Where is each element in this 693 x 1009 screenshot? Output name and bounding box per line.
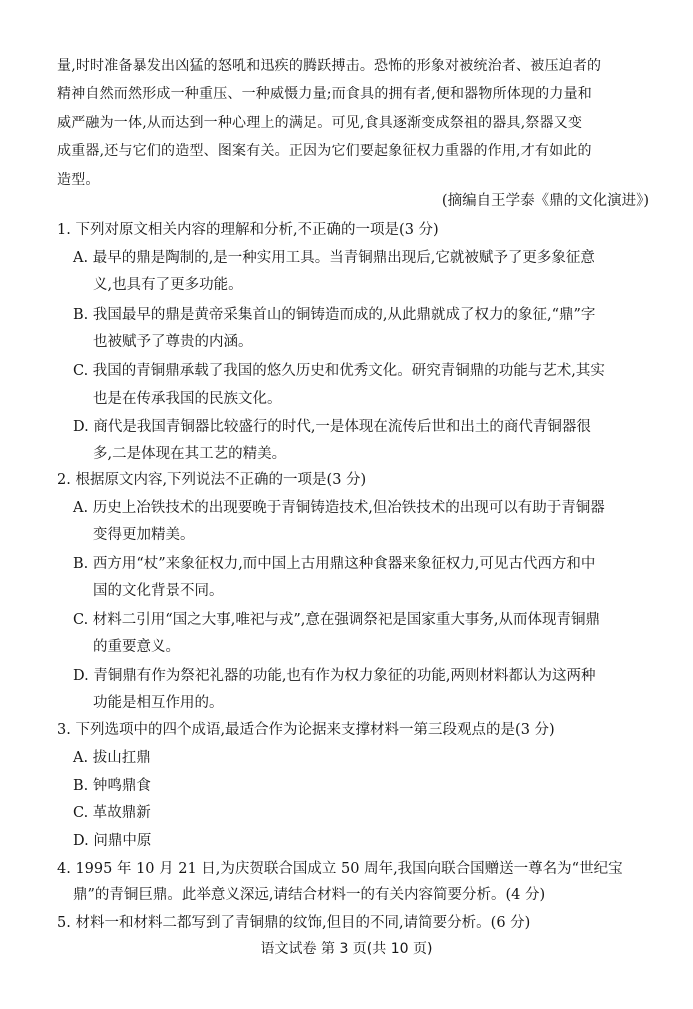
question-5-stem: 5. 材料一和材料二都写到了青铜鼎的纹饰,但目的不同,请简要分析。(6 分) <box>57 915 531 931</box>
question-2-option-c-cont: 的重要意义。 <box>93 639 180 655</box>
question-2-option-d-cont: 功能是相互作用的。 <box>93 695 224 711</box>
question-1-option-d: D. 商代是我国青铜器比较盛行的时代,一是体现在流传后世和出土的商代青铜器很 <box>73 419 591 435</box>
question-3-option-a: A. 拔山扛鼎 <box>73 750 151 766</box>
question-3-stem: 3. 下列选项中的四个成语,最适合作为论据来支撑材料一第三段观点的是(3 分) <box>57 722 555 738</box>
question-1-option-d-cont: 多,二是体现在其工艺的精美。 <box>93 446 287 462</box>
question-2-option-a-cont: 变得更加精美。 <box>93 527 195 543</box>
question-2-option-b-cont: 国的文化背景不同。 <box>93 583 224 599</box>
question-1-stem: 1. 下列对原文相关内容的理解和分析,不正确的一项是(3 分) <box>57 222 439 238</box>
question-1-option-b: B. 我国最早的鼎是黄帝采集首山的铜铸造而成的,从此鼎就成了权力的象征,“鼎”字 <box>73 307 596 323</box>
passage-line: 威严融为一体,从而达到一种心理上的满足。可见,食具逐渐变成祭祖的器具,祭器又变 <box>57 114 583 131</box>
passage-line: 造型。 <box>57 171 100 188</box>
question-2-stem: 2. 根据原文内容,下列说法不正确的一项是(3 分) <box>57 472 367 488</box>
passage-text <box>57 52 639 194</box>
passage-line: 精神自然而然形成一种重压、一种威慑力量;而食具的拥有者,便和器物所体现的力量和 <box>57 86 592 103</box>
passage-line: 成重器,还与它们的造型、图案有关。正因为它们要起象征权力重器的作用,才有如此的 <box>57 143 592 160</box>
question-1-option-b-cont: 也被赋予了尊贵的内涵。 <box>93 334 253 350</box>
page-footer: 语文试卷 第 3 页(共 10 页) <box>260 941 433 957</box>
question-1-option-a-cont: 义,也具有了更多功能。 <box>93 277 243 293</box>
question-4-stem: 4. 1995 年 10 月 21 日,为庆贺联合国成立 50 周年,我国向联合国赠送一尊名为“世纪宝 <box>57 861 623 877</box>
question-2-option-a: A. 历史上冶铁技术的出现要晚于青铜铸造技术,但冶铁技术的出现可以有助于青铜器 <box>73 500 605 516</box>
passage-source: (摘编自王学泰《鼎的文化演进》) <box>441 193 649 209</box>
question-3-option-d: D. 问鼎中原 <box>73 833 152 849</box>
question-2-option-b: B. 西方用“杖”来象征权力,而中国上古用鼎这种食器来象征权力,可见古代西方和中 <box>73 556 596 572</box>
question-1-option-a: A. 最早的鼎是陶制的,是一种实用工具。当青铜鼎出现后,它就被赋予了更多象征意 <box>73 250 595 266</box>
question-1-option-c: C. 我国的青铜鼎承载了我国的悠久历史和优秀文化。研究青铜鼎的功能与艺术,其实 <box>73 363 605 379</box>
question-3-option-c: C. 革故鼎新 <box>73 805 151 821</box>
question-3-option-b: B. 钟鸣鼎食 <box>73 778 151 794</box>
question-4-stem-cont: 鼎”的青铜巨鼎。此举意义深远,请结合材料一的有关内容简要分析。(4 分) <box>73 887 546 903</box>
question-2-option-d: D. 青铜鼎有作为祭祀礼器的功能,也有作为权力象征的功能,两则材料都认为这两种 <box>73 668 596 684</box>
passage-line: 量,时时准备暴发出凶猛的怒吼和迅疾的腾跃搏击。恐怖的形象对被统治者、被压迫者的 <box>57 58 602 74</box>
question-2-option-c: C. 材料二引用“国之大事,唯祀与戎”,意在强调祭祀是国家重大事务,从而体现青铜鼎 <box>73 612 600 628</box>
question-1-option-c-cont: 也是在传承我国的民族文化。 <box>93 391 282 407</box>
